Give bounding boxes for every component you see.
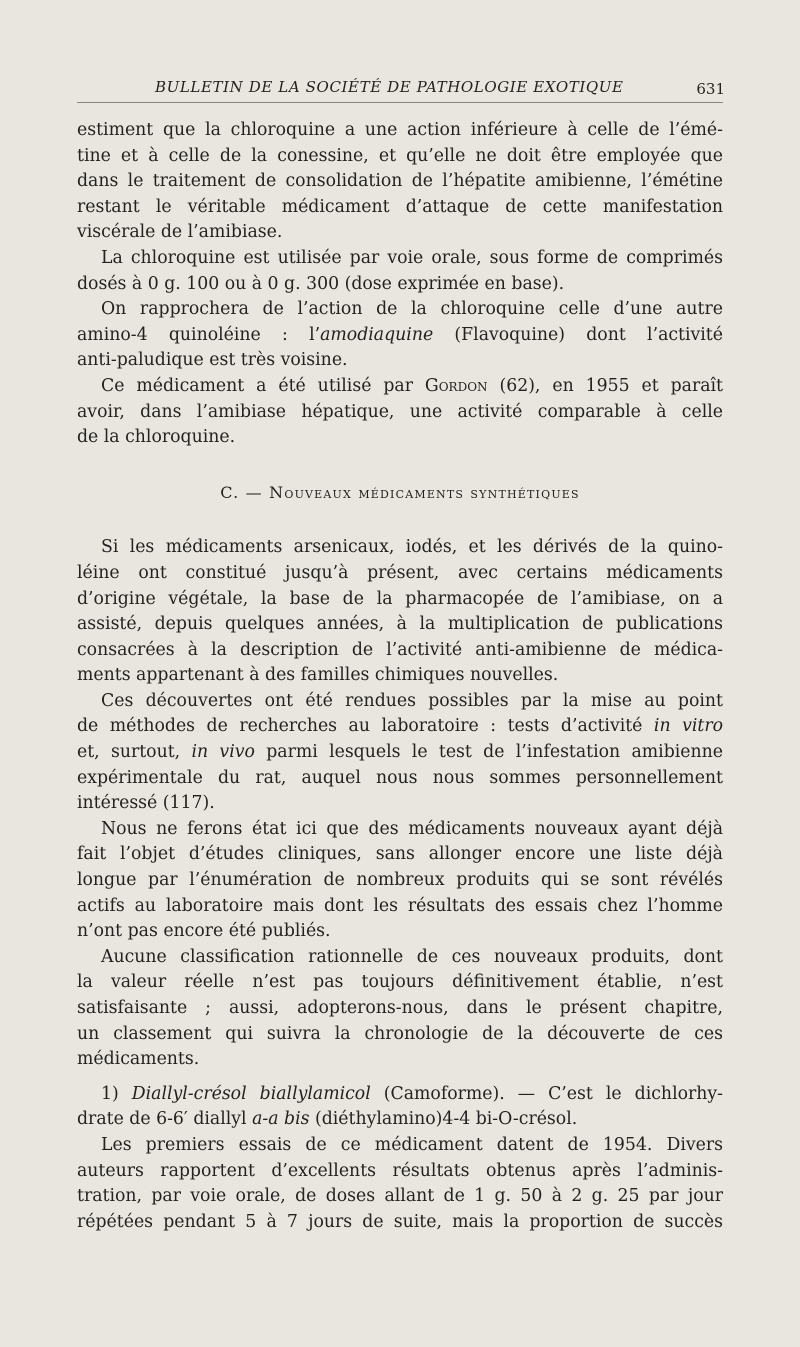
text-line: expérimentale du rat, auquel nous nous sommes personnellement: [77, 767, 723, 788]
paragraph-10: [77, 1133, 723, 1235]
paragraph-2: [77, 246, 723, 297]
text-line: satisfaisante ; aussi, adopterons-nous, dans le présent chapitre,: [77, 998, 723, 1018]
text-run: (diéthylamino)4-4 bi-O-crésol.: [309, 1109, 578, 1130]
text-line: restant le véritable médicament d’attaque de cette manifestation: [77, 196, 723, 217]
latin-term: in vitro: [653, 716, 723, 737]
paragraph-5: [77, 535, 723, 689]
drug-name: amodiaquine: [320, 324, 434, 345]
text-line: [77, 740, 723, 766]
text-line: médicaments.: [77, 1049, 200, 1070]
text-line: dans le traitement de consolidation de l’hépatite amibienne, l’émétine: [77, 171, 723, 192]
text-line: La chloroquine est utilisée par voie orale, sous forme de comprimés: [101, 247, 723, 268]
text-line: n’ont pas encore été publiés.: [77, 921, 331, 942]
text-run: (Flavoquine) dont l’activité: [433, 324, 723, 345]
text-line: anti-paludique est très voisine.: [77, 350, 348, 371]
text-line: [77, 374, 723, 400]
text-line: longue par l’énumération de nombreux produits qui se sont révélés: [77, 870, 723, 891]
paragraph-gap: [77, 1073, 723, 1082]
text-line: Les premiers essais de ce médicament datent de 1954. Divers: [101, 1134, 723, 1155]
text-line: consacrées à la description de l’activité anti-amibienne de médica-: [77, 639, 723, 660]
text-run: amino-4 quinoléine : l’: [77, 324, 321, 345]
text-line: [77, 1082, 723, 1108]
paragraph-6: [77, 689, 723, 817]
text-run: et, surtout,: [77, 742, 192, 763]
text-run: de méthodes de recherches au laboratoire : tests d’activité: [77, 716, 654, 737]
text-line: Ces découvertes ont été rendues possibles par la mise au point: [101, 690, 723, 711]
text-line: estiment que la chloroquine a une action inférieure à celle de l’émé-: [77, 120, 723, 140]
text-line: dosés à 0 g. 100 ou à 0 g. 300 (dose exprimée en base).: [77, 273, 565, 294]
text-run: (62), en 1955 et paraît: [487, 375, 723, 396]
latin-term: in vivo: [191, 742, 255, 763]
text-run: drate de 6-6′ diallyl: [77, 1109, 253, 1130]
text-line: assisté, depuis quelques années, à la multiplication de publications: [77, 614, 723, 635]
text-line: Nous ne ferons état ici que des médicaments nouveaux ayant déjà: [101, 818, 723, 839]
text-line: [77, 714, 723, 740]
author-name: Gordon: [424, 375, 488, 396]
chemical-term: a-a bis: [252, 1109, 310, 1130]
text-line: viscérale de l’amibiase.: [77, 222, 283, 243]
paragraph-4: [77, 374, 723, 451]
text-run: Ce médicament a été utilisé par: [101, 375, 425, 396]
text-line: d’origine végétale, la base de la pharmacopée de l’amibiase, on a: [77, 588, 723, 609]
text-line: ments appartenant à des familles chimiques nouvelles.: [77, 665, 559, 686]
drug-name: Diallyl-crésol biallylamicol: [131, 1083, 371, 1104]
text-run: (Camoforme). — C’est le dichlorhy-: [370, 1083, 723, 1104]
text-line: Si les médicaments arsenicaux, iodés, et les dérivés de la quino-: [101, 537, 723, 558]
text-line: auteurs rapportent d’excellents résultats obtenus après l’adminis-: [77, 1160, 723, 1181]
text-line: répétées pendant 5 à 7 jours de suite, mais la proportion de succès: [77, 1211, 723, 1232]
section-heading: C. — Nouveaux médicaments synthétiques: [220, 482, 580, 502]
text-line: actifs au laboratoire mais dont les résultats des essais chez l’homme: [77, 895, 723, 916]
journal-title: BULLETIN DE LA SOCIÉTÉ DE PATHOLOGIE EXOTIQUE: [155, 78, 624, 96]
running-head: [77, 78, 723, 103]
text-line: tration, par voie orale, de doses allant de 1 g. 50 à 2 g. 25 par jour: [77, 1186, 723, 1207]
text-line: la valeur réelle n’est pas toujours définitivement établie, n’est: [77, 972, 723, 993]
text-line: Aucune classification rationnelle de ces nouveaux produits, dont: [101, 946, 723, 967]
text-line: On rapprochera de l’action de la chloroquine celle d’une autre: [101, 299, 723, 320]
paragraph-8: [77, 945, 723, 1073]
text-run: parmi lesquels le test de l’infestation amibienne: [254, 742, 724, 763]
text-line: tine et à celle de la conessine, et qu’elle ne doit être employée que: [77, 145, 723, 166]
page-number: 631: [696, 80, 725, 98]
text-line: fait l’objet d’études cliniques, sans allonger encore une liste déjà: [77, 844, 723, 865]
body-text: [77, 118, 723, 1235]
text-line: léine ont constitué jusqu’à présent, avec certains médicaments: [77, 562, 723, 583]
text-line: intéressé (117).: [77, 793, 215, 814]
paragraph-7: [77, 817, 723, 945]
paragraph-1: [77, 118, 723, 246]
text-line: avoir, dans l’amibiase hépatique, une activité comparable à celle: [77, 401, 723, 422]
text-line: [77, 1107, 723, 1133]
paragraph-9: [77, 1082, 723, 1133]
text-line: de la chloroquine.: [77, 427, 236, 448]
paragraph-3: [77, 297, 723, 374]
text-line: [77, 323, 723, 349]
text-run: 1): [101, 1083, 132, 1104]
text-line: un classement qui suivra la chronologie de la découverte de ces: [77, 1023, 723, 1044]
